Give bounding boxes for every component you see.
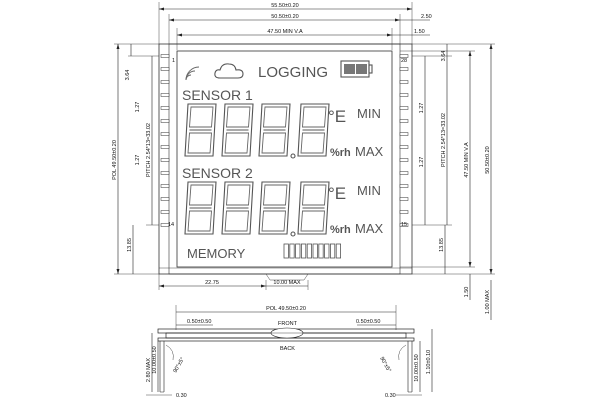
pin bbox=[161, 94, 169, 97]
rh-2-label: %rh bbox=[330, 224, 351, 236]
overall-width-label: 55.50±0.20 bbox=[271, 3, 299, 9]
side-glass-thk-label: 1.10±0.10 bbox=[426, 349, 432, 375]
pin bbox=[400, 211, 408, 214]
bottom-left-offset-label: 22.75 bbox=[205, 280, 219, 286]
memory-cell bbox=[296, 244, 300, 258]
side-angle-left-label: 90°±5° bbox=[172, 356, 187, 374]
top-dimensions bbox=[159, 2, 432, 50]
battery-icon bbox=[341, 61, 372, 77]
side-back-label: BACK bbox=[280, 346, 295, 352]
side-pol-label: POL 49.50±0.20 bbox=[266, 306, 306, 312]
max-2-label: MAX bbox=[355, 221, 384, 236]
rh-1-label: %rh bbox=[330, 147, 351, 159]
pin-1-label: 1 bbox=[172, 58, 176, 64]
bottom-center-width-label: 10.00 MAX bbox=[273, 280, 301, 286]
decimal-point bbox=[291, 232, 295, 236]
right-dimensions bbox=[400, 44, 495, 320]
seven-segment-digit bbox=[185, 182, 216, 234]
left-pin-gap-top-label: 1.27 bbox=[135, 101, 141, 113]
memory-cell bbox=[313, 244, 317, 258]
seven-segment-digit bbox=[298, 104, 329, 156]
side-right-gap-label: 0.50±0.50 bbox=[356, 319, 381, 325]
pin bbox=[161, 133, 169, 136]
pin bbox=[400, 81, 408, 84]
sensor-2-digits bbox=[185, 182, 329, 236]
left-bottom-offset-label: 13.85 bbox=[127, 238, 133, 252]
unit-c-1-label: °E bbox=[328, 107, 347, 126]
sensor-1-label: SENSOR 1 bbox=[182, 87, 253, 103]
right-pin-gap-top-label: 1.27 bbox=[419, 102, 425, 114]
seven-segment-digit bbox=[222, 182, 253, 234]
memory-cell bbox=[325, 244, 329, 258]
cloud-icon bbox=[215, 64, 243, 78]
pin bbox=[400, 198, 408, 201]
sensor-1-digit-text: 888.8 bbox=[0, 0, 3, 1]
sensor-2-label: SENSOR 2 bbox=[182, 165, 253, 181]
seven-segment-digit bbox=[222, 104, 253, 156]
left-pitch-label: PITCH 2.54*13=33.02 bbox=[146, 123, 152, 177]
pin bbox=[400, 68, 408, 71]
max-1-label: MAX bbox=[355, 144, 384, 159]
side-pin-w-left-label: 0.30 bbox=[176, 393, 187, 399]
pin bbox=[400, 107, 408, 110]
side-pin-len-right-label: 10.00±0.50 bbox=[414, 354, 420, 382]
memory-cell bbox=[301, 244, 305, 258]
pol-height-label: POL 49.50±0.20 bbox=[112, 140, 118, 180]
right-top-offset-label: 3.64 bbox=[441, 50, 447, 62]
right-glass-height-label: 50.50±0.20 bbox=[485, 146, 491, 174]
left-pin-row bbox=[161, 55, 169, 227]
side-angle-right-label: 90°±5° bbox=[378, 356, 392, 374]
seven-segment-digit bbox=[259, 104, 290, 156]
pin bbox=[161, 55, 169, 58]
pin-14-label: 14 bbox=[168, 222, 175, 228]
left-dimensions bbox=[112, 44, 159, 274]
side-pin-w-right-label: 0.30 bbox=[385, 393, 396, 399]
va-width-label: 47.50 MIN V.A bbox=[267, 29, 303, 35]
right-bottom-step-label: 1.50 bbox=[464, 286, 470, 298]
pin bbox=[161, 172, 169, 175]
pin bbox=[400, 159, 408, 162]
pin bbox=[400, 172, 408, 175]
pin bbox=[400, 94, 408, 97]
left-pin-gap-mid-label: 1.27 bbox=[135, 154, 141, 166]
pin bbox=[161, 146, 169, 149]
pin bbox=[161, 120, 169, 123]
right-pin-gap-mid-label: 1.27 bbox=[419, 156, 425, 168]
memory-cell bbox=[330, 244, 334, 258]
memory-cell bbox=[336, 244, 340, 258]
pin bbox=[161, 185, 169, 188]
side-pin-len-left-label: 10.00±0.50 bbox=[152, 346, 158, 374]
pin bbox=[161, 211, 169, 214]
signal-icon bbox=[186, 67, 199, 80]
pin bbox=[400, 133, 408, 136]
right-pitch-label: PITCH 2.54*13=33.02 bbox=[441, 113, 447, 167]
seven-segment-digit bbox=[259, 182, 290, 234]
right-edge-max-label: 1.00 MAX bbox=[485, 289, 491, 315]
side-front-label: FRONT bbox=[278, 321, 297, 327]
memory-label: MEMORY bbox=[187, 246, 246, 261]
side-left-gap-label: 0.50±0.50 bbox=[187, 319, 212, 325]
right-pin-row bbox=[400, 55, 408, 227]
right-va-height-label: 47.50 MIN V.A bbox=[464, 142, 470, 178]
lcd-segments bbox=[0, 0, 384, 261]
memory-cell bbox=[307, 244, 311, 258]
pin-15-label: 15 bbox=[401, 222, 408, 228]
pin bbox=[400, 185, 408, 188]
pin bbox=[400, 146, 408, 149]
pin bbox=[161, 81, 169, 84]
pin bbox=[161, 198, 169, 201]
side-height-max-label: 2.80 MAX bbox=[146, 357, 152, 383]
bottom-dimensions bbox=[159, 274, 308, 290]
glass-width-label: 50.50±0.20 bbox=[271, 14, 299, 20]
right-offset-1-50-label: 1.50 bbox=[414, 29, 425, 35]
memory-cell bbox=[319, 244, 323, 258]
min-2-label: MIN bbox=[357, 183, 381, 198]
memory-cell bbox=[290, 244, 294, 258]
memory-bar bbox=[284, 244, 341, 258]
side-view bbox=[146, 305, 432, 399]
pin bbox=[161, 68, 169, 71]
right-bottom-offset-label: 13.85 bbox=[439, 238, 445, 252]
logging-label: LOGGING bbox=[258, 64, 329, 81]
pin bbox=[400, 120, 408, 123]
decimal-point bbox=[291, 154, 295, 158]
left-top-offset-label: 3.64 bbox=[125, 69, 131, 81]
pin-28-label: 28 bbox=[401, 58, 408, 64]
pin bbox=[161, 159, 169, 162]
sensor-1-digits bbox=[185, 104, 329, 158]
unit-c-2-label: °E bbox=[328, 184, 347, 203]
seven-segment-digit bbox=[185, 104, 216, 156]
min-1-label: MIN bbox=[357, 106, 381, 121]
seven-segment-digit bbox=[298, 182, 329, 234]
right-offset-2-50-label: 2.50 bbox=[421, 14, 432, 20]
pin bbox=[161, 107, 169, 110]
memory-cell bbox=[284, 244, 288, 258]
